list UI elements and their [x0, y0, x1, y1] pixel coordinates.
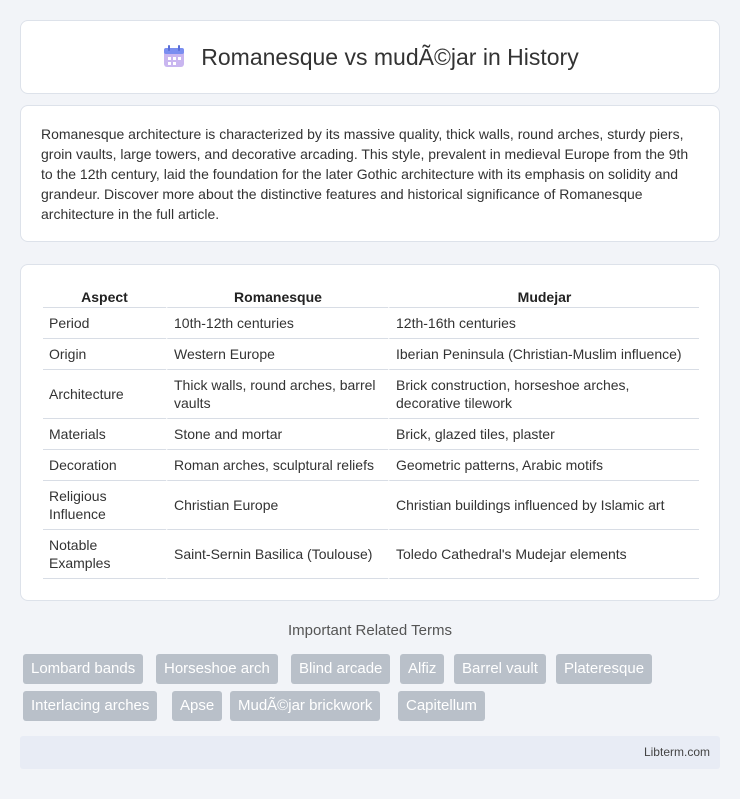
header-aspect: Aspect [43, 285, 166, 308]
table-row [43, 339, 699, 370]
table-cell: Origin [43, 339, 166, 370]
header-card [20, 20, 720, 94]
table-cell: Brick construction, horseshoe arches, decorative tilework [388, 370, 699, 419]
comparison-table-card [20, 264, 720, 601]
footer [20, 736, 720, 769]
table-cell: Brick, glazed tiles, plaster [388, 419, 699, 450]
tag-interlacing-arches[interactable]: Interlacing arches [23, 691, 157, 721]
table-cell: 10th-12th centuries [166, 308, 388, 339]
table-cell: Geometric patterns, Arabic motifs [388, 450, 699, 481]
table-cell: Stone and mortar [166, 419, 388, 450]
footer-link[interactable]: Libterm.com [643, 745, 710, 759]
table-row [43, 450, 699, 481]
tag-barrel-vault[interactable]: Barrel vault [454, 654, 546, 684]
table-row [43, 530, 699, 579]
related-terms-title: Important Related Terms [288, 622, 452, 639]
table-cell: 12th-16th centuries [388, 308, 699, 339]
tag-apse[interactable]: Apse [172, 691, 222, 721]
tag-capitellum[interactable]: Capitellum [398, 691, 485, 721]
table-cell: Iberian Peninsula (Christian-Muslim influence) [388, 339, 699, 370]
table-row [43, 308, 699, 339]
intro-text: Romanesque architecture is characterized by its massive quality, thick walls, round arches, sturdy piers, groin vaults, large towers, and decorative arcading. This style, prevalent in medieval Europe from the 9th to the 12th century, laid the foundation for the later Gothic architecture with its emphasis on solidity and grandeur. Discover more about the distinctive features and historical significance of Romanesque architecture in the full article. [41, 126, 689, 222]
header-romanesque: Romanesque [166, 285, 388, 308]
tag-blind-arcade[interactable]: Blind arcade [291, 654, 390, 684]
tag-alfiz[interactable]: Alfiz [400, 654, 444, 684]
table-cell: Roman arches, sculptural reliefs [166, 450, 388, 481]
tag-lombard-bands[interactable]: Lombard bands [23, 654, 143, 684]
comparison-table [43, 285, 699, 579]
tag-horseshoe-arch[interactable]: Horseshoe arch [156, 654, 278, 684]
table-cell: Toledo Cathedral's Mudejar elements [388, 530, 699, 579]
table-cell: Religious Influence [43, 481, 166, 530]
tag-mudejar-brickwork[interactable]: MudÃ©jar brickwork [230, 691, 380, 721]
table-row [43, 481, 699, 530]
tag-plateresque[interactable]: Plateresque [556, 654, 652, 684]
table-row [43, 370, 699, 419]
intro-card [20, 105, 720, 242]
table-cell: Saint-Sernin Basilica (Toulouse) [166, 530, 388, 579]
table-cell: Notable Examples [43, 530, 166, 579]
table-cell: Period [43, 308, 166, 339]
table-cell: Thick walls, round arches, barrel vaults [166, 370, 388, 419]
table-cell: Materials [43, 419, 166, 450]
table-row [43, 419, 699, 450]
calendar-icon [161, 43, 189, 71]
table-cell: Western Europe [166, 339, 388, 370]
header-mudejar: Mudejar [388, 285, 699, 308]
page-title: Romanesque vs mudÃ©jar in History [201, 43, 579, 70]
table-cell: Decoration [43, 450, 166, 481]
table-cell: Architecture [43, 370, 166, 419]
table-cell: Christian buildings influenced by Islamic art [388, 481, 699, 530]
table-cell: Christian Europe [166, 481, 388, 530]
